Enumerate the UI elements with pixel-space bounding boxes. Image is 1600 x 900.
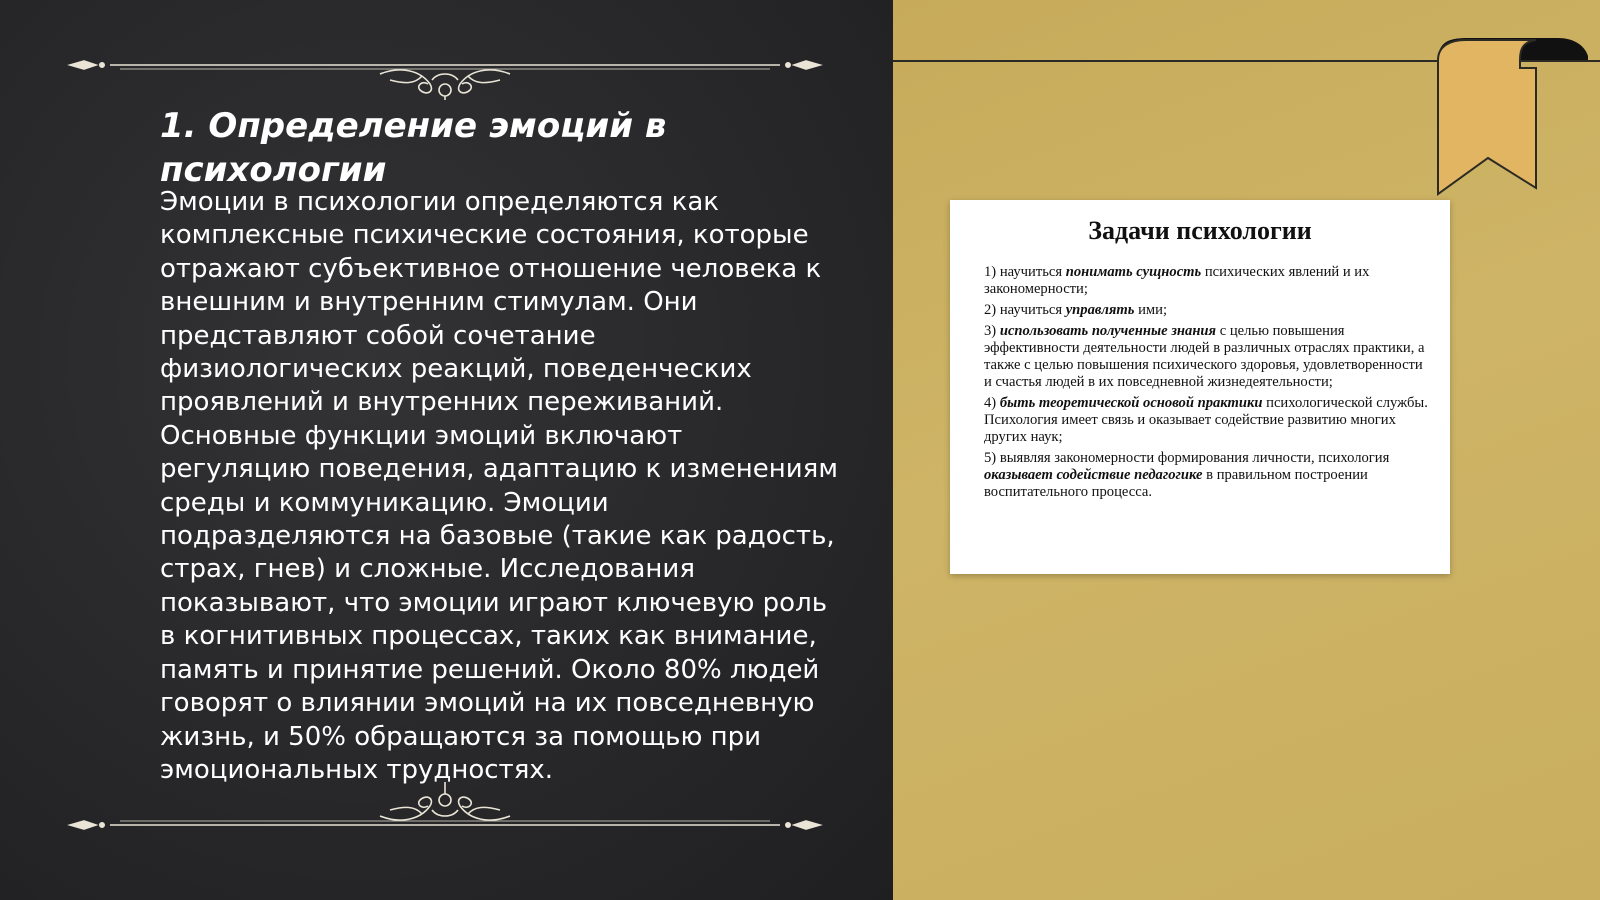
tasks-list [950,264,1450,501]
bottom-ornament-divider [60,780,830,840]
task-emphasis: оказывает содействие педагогике [984,467,1203,483]
task-emphasis: управлять [1065,302,1135,318]
task-number: 3) [984,323,997,339]
task-text: выявляя закономерности формирования личности, психология [999,450,1390,466]
list-item [984,395,1428,446]
task-number: 4) [984,395,997,411]
task-text: психологической службы. Психология имеет связь и оказывает содействие развитию многих других наук; [984,395,1428,445]
slide-title: 1. Определение эмоций в психологии [160,106,667,190]
list-item [984,323,1428,391]
psychology-tasks-card [950,200,1450,574]
list-item [984,302,1428,319]
task-emphasis: использовать полученные знания [999,323,1217,339]
top-ornament-divider [60,40,830,100]
card-title: Задачи психологии [1088,216,1312,245]
task-text: в правильном построении воспитательного процесса. [984,467,1368,500]
task-text: с целью повышения эффективности деятельности людей в различных отраслях практики, а также с целью повышения психического здоровья, удовлетворенности и счастья людей в их повседневной жизнедеятельности; [984,323,1425,390]
task-number: 5) [984,450,997,466]
list-item [984,450,1428,501]
task-emphasis: понимать сущность [1065,264,1202,280]
task-text: научиться [999,264,1063,280]
slide-body-text: Эмоции в психологии определяются как комплексные психические состояния, которые отражают субъективное отношение человека к внешним и внутренним стимулам. Они представляют собой сочетание физиологических реакций, поведенческих проявлений и внутренних переживаний. Основные функции эмоций включают регуляцию поведения, адаптацию к изменениям среды и коммуникацию. Эмоции подразделяются на базовые (такие как радость, страх, гнев) и сложные. Исследования показывают, что эмоции играют ключевую роль в когнитивных процессах, таких как внимание, память и принятие решений. Около 80% людей говорят о влиянии эмоций на их повседневную жизнь, и 50% обращаются за помощью при эмоциональных трудностях. [160,187,838,785]
task-number: 2) [984,302,997,318]
task-number: 1) [984,264,997,280]
task-emphasis: быть теоретической основой практики [999,395,1263,411]
task-text: ими; [1138,302,1168,318]
task-text: психических явлений и их закономерности; [984,264,1370,297]
ribbon-bookmark-icon [1432,36,1592,202]
list-item [984,264,1428,298]
task-text: научиться [999,302,1063,318]
